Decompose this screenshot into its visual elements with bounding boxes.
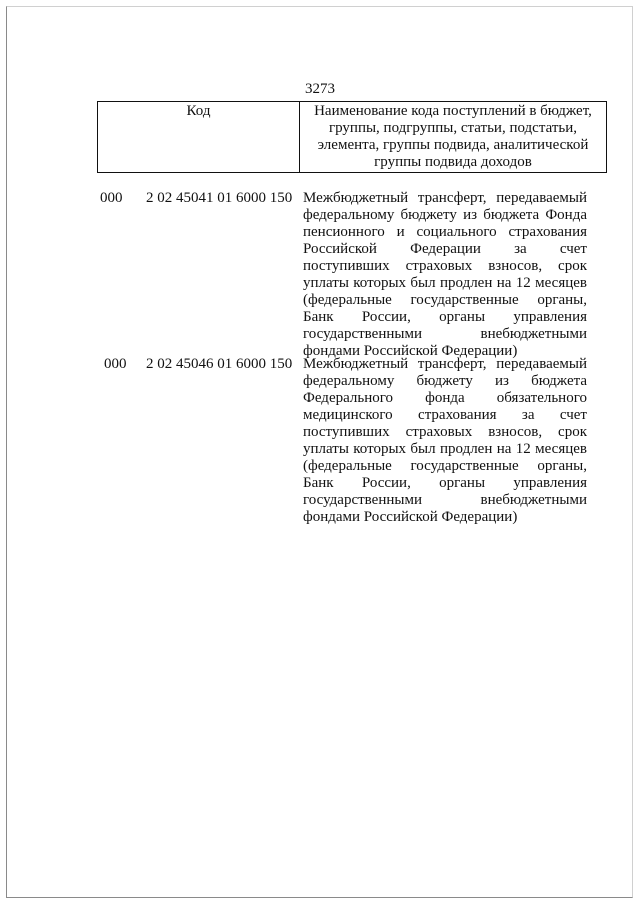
page-number: 3273 (305, 81, 335, 97)
row-income-code: 2 02 45046 01 6000 150 (146, 356, 293, 372)
header-name-cell: Наименование кода поступлений в бюджет, группы, подгруппы, статьи, подстатьи, элемента, группы подвида, аналитической группы подвида доходов (300, 102, 607, 173)
row-description: Межбюджетный трансферт, передаваемый федеральному бюджету из бюджета Фонда пенсионного и социального страхования Российской Федерации за счет поступивших страховых взносов, срок уплаты которых был продлен на 12 месяцев (федеральные государственные органы, Банк России, органы управления государственными внебюджетными фондами Российской Федерации) (303, 190, 587, 359)
header-row (98, 102, 607, 173)
row-description: Межбюджетный трансферт, передаваемый федеральному бюджету из бюджета Федерального фонда обязательного медицинского страхования за счет поступивших страховых взносов, срок уплаты которых был продлен на 12 месяцев (федеральные государственные органы, Банк России, органы управления государственными внебюджетными фондами Российской Федерации) (303, 356, 587, 525)
header-code-cell: Код (98, 102, 300, 173)
row-income-code: 2 02 45041 01 6000 150 (146, 190, 293, 206)
header-table (97, 101, 607, 173)
row-group-code: 000 (104, 356, 127, 372)
row-group-code: 000 (100, 190, 123, 206)
